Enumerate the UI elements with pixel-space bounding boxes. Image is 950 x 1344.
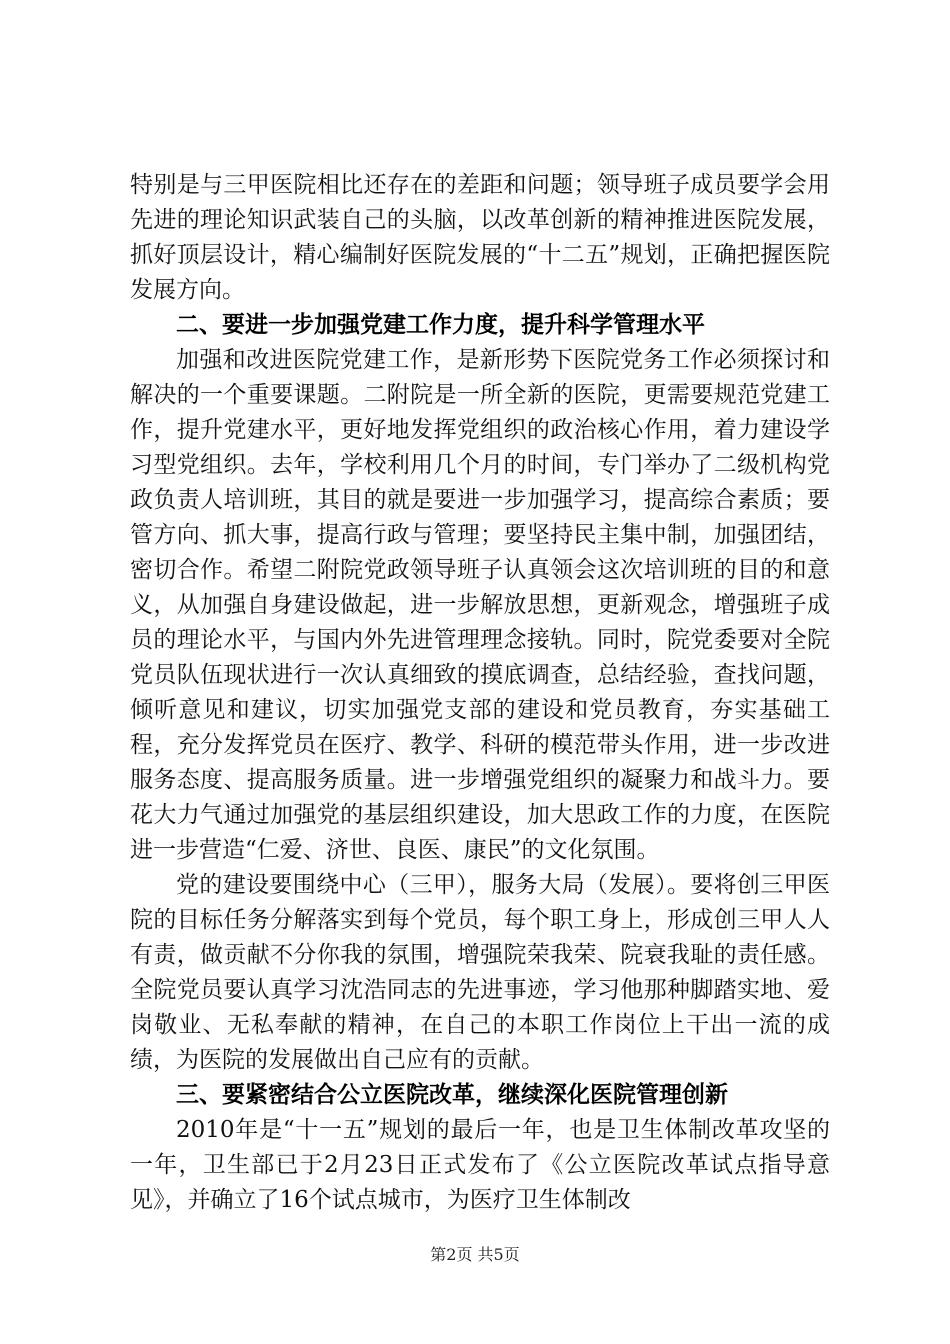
section-heading-2: 二、要进一步加强党建工作力度，提升科学管理水平 — [176, 312, 705, 338]
paragraph-intro: 特别是与三甲医院相比还存在的差距和问题；领导班子成员要学会用先进的理论知识武装自己的头脑，以改革创新的精神推进医院发展，抓好顶层设计，精心编制好医院发展的“十二五”规划，正确把握医院发展方向。 — [130, 172, 830, 303]
section-heading-3: 三、要紧密结合公立医院改革，继续深化医院管理创新 — [176, 1082, 728, 1108]
paragraph-3a: 2010年是“十一五”规划的最后一年，也是卫生体制改革攻坚的一年，卫生部已于2月23日正式发布了《公立医院改革试点指导意见》，并确立了16个试点城市，为医疗卫生体制改 — [130, 1117, 830, 1213]
page-footer: 第2页 共5页 — [430, 1245, 520, 1264]
document-body — [130, 168, 830, 1218]
paragraph-2a: 加强和改进医院党建工作，是新形势下医院党务工作必须探讨和解决的一个重要课题。二附院是一所全新的医院，更需要规范党建工作，提升党建水平，更好地发挥党组织的政治核心作用，着力建设学习型党组织。去年，学校利用几个月的时间，专门举办了二级机构党政负责人培训班，其目的就是要进一步加强学习，提高综合素质；要管方向、抓大事，提高行政与管理；要坚持民主集中制，加强团结，密切合作。希望二附院党政领导班子认真领会这次培训班的目的和意义，从加强自身建设做起，进一步解放思想，更新观念，增强班子成员的理论水平，与国内外先进管理理念接轨。同时，院党委要对全院党员队伍现状进行一次认真细致的摸底调查，总结经验，查找问题，倾听意见和建议，切实加强党支部的建设和党员教育，夯实基础工程，充分发挥党员在医疗、教学、科研的模范带头作用，进一步改进服务态度、提高服务质量。进一步增强党组织的凝聚力和战斗力。要花大力气通过加强党的基层组织建设，加大思政工作的力度，在医院进一步营造“仁爱、济世、良医、康民”的文化氛围。 — [130, 347, 830, 863]
paragraph-2b: 党的建设要围绕中心（三甲），服务大局（发展）。要将创三甲医院的目标任务分解落实到每个党员，每个职工身上，形成创三甲人人有责，做贡献不分你我的氛围，增强院荣我荣、院衰我耻的责任感。全院党员要认真学习沈浩同志的先进事迹，学习他那种脚踏实地、爱岗敬业、无私奉献的精神，在自己的本职工作岗位上干出一流的成绩，为医院的发展做出自己应有的贡献。 — [130, 872, 830, 1073]
